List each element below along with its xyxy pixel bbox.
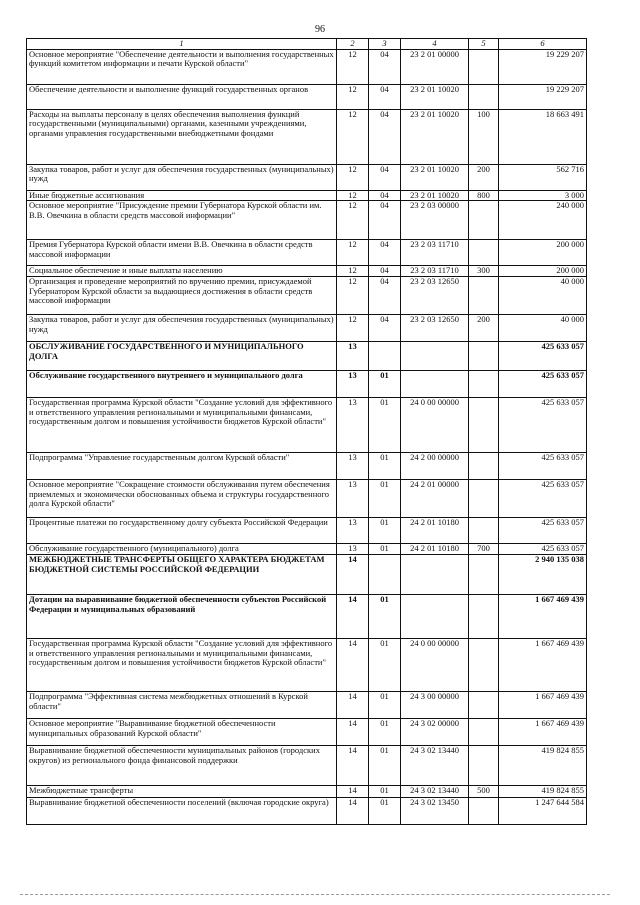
target-article-code: 24 3 02 13450	[401, 798, 469, 825]
amount: 419 824 855	[499, 786, 587, 798]
section-code: 13	[337, 342, 369, 371]
target-article-code: 24 3 00 00000	[401, 692, 469, 719]
amount: 200 000	[499, 266, 587, 277]
amount: 18 663 491	[499, 109, 587, 164]
subsection-code: 04	[369, 84, 401, 109]
amount: 2 940 135 038	[499, 555, 587, 595]
row-name: Основное мероприятие "Обеспечение деятельности и выполнения государственных функций комитетом информации и печати Курской области"	[27, 49, 337, 84]
expense-type-code	[469, 342, 499, 371]
target-article-code: 23 2 03 11710	[401, 240, 469, 266]
section-code: 12	[337, 277, 369, 315]
row-name: Государственная программа Курской области "Создание условий для эффективного и ответственного управления региональными и муниципальными финансами, государственным долгом и повышения устойчивости бюджетов Курской области"	[27, 398, 337, 453]
table-row	[27, 518, 587, 544]
row-name: Обслуживание государственного (муниципального) долга	[27, 544, 337, 555]
expense-type-code	[469, 240, 499, 266]
expense-type-code	[469, 480, 499, 518]
amount: 425 633 057	[499, 544, 587, 555]
target-article-code: 24 0 00 00000	[401, 639, 469, 692]
expense-type-code	[469, 595, 499, 639]
amount: 200 000	[499, 240, 587, 266]
table-row	[27, 692, 587, 719]
expense-type-code	[469, 692, 499, 719]
expense-type-code: 300	[469, 266, 499, 277]
table-row	[27, 398, 587, 453]
section-code: 14	[337, 692, 369, 719]
subsection-code: 04	[369, 315, 401, 342]
table-row	[27, 595, 587, 639]
target-article-code: 24 2 01 10180	[401, 544, 469, 555]
amount: 425 633 057	[499, 398, 587, 453]
row-name: Основное мероприятие "Присуждение премии Губернатора Курской области им. В.В. Овечкина в области средств массовой информации"	[27, 201, 337, 240]
target-article-code: 23 2 01 10020	[401, 84, 469, 109]
row-name: Выравнивание бюджетной обеспеченности поселений (включая городские округа)	[27, 798, 337, 825]
target-article-code: 24 2 00 00000	[401, 453, 469, 480]
amount: 1 247 644 584	[499, 798, 587, 825]
section-code: 13	[337, 398, 369, 453]
amount: 40 000	[499, 315, 587, 342]
subsection-code: 01	[369, 746, 401, 786]
subsection-code: 01	[369, 786, 401, 798]
target-article-code: 23 2 01 10020	[401, 190, 469, 201]
subsection-code: 01	[369, 692, 401, 719]
section-code: 14	[337, 746, 369, 786]
section-code: 14	[337, 555, 369, 595]
table-row	[27, 786, 587, 798]
subsection-code: 01	[369, 798, 401, 825]
target-article-code: 24 2 01 10180	[401, 518, 469, 544]
amount: 240 000	[499, 201, 587, 240]
table-row	[27, 266, 587, 277]
target-article-code: 23 2 03 00000	[401, 201, 469, 240]
target-article-code: 24 3 02 13440	[401, 746, 469, 786]
page-bottom-divider	[20, 894, 610, 895]
expense-type-code	[469, 84, 499, 109]
section-code: 13	[337, 453, 369, 480]
subsection-code: 01	[369, 453, 401, 480]
expense-type-code	[469, 398, 499, 453]
section-code: 12	[337, 266, 369, 277]
table-row	[27, 453, 587, 480]
section-code: 14	[337, 798, 369, 825]
amount: 19 229 207	[499, 84, 587, 109]
row-name: МЕЖБЮДЖЕТНЫЕ ТРАНСФЕРТЫ ОБЩЕГО ХАРАКТЕРА БЮДЖЕТАМ БЮДЖЕТНОЙ СИСТЕМЫ РОССИЙСКОЙ ФЕДЕРАЦИИ	[27, 555, 337, 595]
target-article-code: 24 0 00 00000	[401, 398, 469, 453]
amount: 425 633 057	[499, 342, 587, 371]
section-code: 12	[337, 190, 369, 201]
table-row	[27, 555, 587, 595]
amount: 425 633 057	[499, 518, 587, 544]
expense-type-code: 500	[469, 786, 499, 798]
expense-type-code: 700	[469, 544, 499, 555]
target-article-code: 23 2 01 00000	[401, 49, 469, 84]
subsection-code: 01	[369, 398, 401, 453]
expense-type-code: 800	[469, 190, 499, 201]
expense-type-code	[469, 719, 499, 746]
row-name: ОБСЛУЖИВАНИЕ ГОСУДАРСТВЕННОГО И МУНИЦИПАЛЬНОГО ДОЛГА	[27, 342, 337, 371]
subsection-code: 01	[369, 719, 401, 746]
subsection-code: 04	[369, 277, 401, 315]
table-row	[27, 84, 587, 109]
row-name: Межбюджетные трансферты	[27, 786, 337, 798]
subsection-code	[369, 555, 401, 595]
subsection-code: 01	[369, 518, 401, 544]
subsection-code: 04	[369, 190, 401, 201]
section-code: 12	[337, 201, 369, 240]
table-row	[27, 240, 587, 266]
target-article-code: 23 2 01 10020	[401, 164, 469, 190]
table-row	[27, 190, 587, 201]
table-row	[27, 798, 587, 825]
target-article-code	[401, 595, 469, 639]
table-body	[27, 49, 587, 825]
target-article-code: 23 2 01 10020	[401, 109, 469, 164]
amount: 40 000	[499, 277, 587, 315]
expense-type-code	[469, 555, 499, 595]
amount: 425 633 057	[499, 371, 587, 398]
amount: 1 667 469 439	[499, 595, 587, 639]
budget-table	[26, 38, 587, 825]
section-code: 13	[337, 518, 369, 544]
subsection-code: 01	[369, 639, 401, 692]
subsection-code: 04	[369, 240, 401, 266]
expense-type-code	[469, 49, 499, 84]
table-row	[27, 201, 587, 240]
subsection-code: 01	[369, 480, 401, 518]
page-number: 96	[315, 24, 325, 35]
section-code: 12	[337, 164, 369, 190]
amount: 1 667 469 439	[499, 692, 587, 719]
subsection-code: 04	[369, 266, 401, 277]
section-code: 13	[337, 371, 369, 398]
row-name: Обеспечение деятельности и выполнение функций государственных органов	[27, 84, 337, 109]
amount: 425 633 057	[499, 480, 587, 518]
amount: 1 667 469 439	[499, 639, 587, 692]
expense-type-code	[469, 518, 499, 544]
target-article-code	[401, 342, 469, 371]
row-name: Премия Губернатора Курской области имени В.В. Овечкина в области средств массовой информации	[27, 240, 337, 266]
table-row	[27, 746, 587, 786]
target-article-code: 23 2 03 11710	[401, 266, 469, 277]
amount: 425 633 057	[499, 453, 587, 480]
table-row	[27, 164, 587, 190]
table-row	[27, 544, 587, 555]
row-name: Расходы на выплаты персоналу в целях обеспечения выполнения функций государственными (муниципальными) органами, казенными учреждениями, органами управления государственными внебюджетными фондами	[27, 109, 337, 164]
column-header: 2	[337, 39, 369, 50]
expense-type-code	[469, 453, 499, 480]
expense-type-code	[469, 277, 499, 315]
column-header: 5	[469, 39, 499, 50]
amount: 19 229 207	[499, 49, 587, 84]
row-name: Основное мероприятие "Выравнивание бюджетной обеспеченности муниципальных образований Курской области"	[27, 719, 337, 746]
amount: 419 824 855	[499, 746, 587, 786]
table-row	[27, 109, 587, 164]
subsection-code: 04	[369, 201, 401, 240]
amount: 562 716	[499, 164, 587, 190]
expense-type-code	[469, 639, 499, 692]
target-article-code: 24 3 02 00000	[401, 719, 469, 746]
target-article-code: 23 2 03 12650	[401, 277, 469, 315]
section-code: 13	[337, 544, 369, 555]
row-name: Закупка товаров, работ и услуг для обеспечения государственных (муниципальных) нужд	[27, 315, 337, 342]
subsection-code: 01	[369, 544, 401, 555]
expense-type-code: 200	[469, 315, 499, 342]
row-name: Дотации на выравнивание бюджетной обеспеченности субъектов Российской Федерации и муниципальных образований	[27, 595, 337, 639]
section-code: 12	[337, 109, 369, 164]
section-code: 12	[337, 49, 369, 84]
row-name: Подпрограмма "Эффективная система межбюджетных отношений в Курской области"	[27, 692, 337, 719]
target-article-code: 24 2 01 00000	[401, 480, 469, 518]
expense-type-code	[469, 201, 499, 240]
column-header: 1	[27, 39, 337, 50]
column-header: 6	[499, 39, 587, 50]
table-row	[27, 49, 587, 84]
table-row	[27, 277, 587, 315]
target-article-code	[401, 371, 469, 398]
table-row	[27, 371, 587, 398]
section-code: 14	[337, 719, 369, 746]
row-name: Основное мероприятие "Сокращение стоимости обслуживания путем обеспечения приемлемых и экономически обоснованных объема и структуры государственного долга Курской области"	[27, 480, 337, 518]
row-name: Социальное обеспечение и иные выплаты населению	[27, 266, 337, 277]
expense-type-code	[469, 746, 499, 786]
row-name: Процентные платежи по государственному долгу субъекта Российской Федерации	[27, 518, 337, 544]
table-row	[27, 480, 587, 518]
column-header: 3	[369, 39, 401, 50]
section-code: 14	[337, 595, 369, 639]
section-code: 12	[337, 240, 369, 266]
column-header: 4	[401, 39, 469, 50]
table-row	[27, 315, 587, 342]
section-code: 13	[337, 480, 369, 518]
row-name: Подпрограмма "Управление государственным долгом Курской области"	[27, 453, 337, 480]
target-article-code: 24 3 02 13440	[401, 786, 469, 798]
row-name: Иные бюджетные ассигнования	[27, 190, 337, 201]
expense-type-code: 200	[469, 164, 499, 190]
row-name: Обслуживание государственного внутреннего и муниципального долга	[27, 371, 337, 398]
table-row	[27, 639, 587, 692]
section-code: 12	[337, 315, 369, 342]
subsection-code: 04	[369, 109, 401, 164]
expense-type-code: 100	[469, 109, 499, 164]
subsection-code: 01	[369, 371, 401, 398]
row-name: Выравнивание бюджетной обеспеченности муниципальных районов (городских округов) из регионального фонда финансовой поддержки	[27, 746, 337, 786]
subsection-code	[369, 342, 401, 371]
table-row	[27, 342, 587, 371]
row-name: Государственная программа Курской области "Создание условий для эффективного и ответственного управления региональными и муниципальными финансами, государственным долгом и повышения устойчивости бюджетов Курской области"	[27, 639, 337, 692]
subsection-code: 04	[369, 164, 401, 190]
subsection-code: 04	[369, 49, 401, 84]
table-row	[27, 719, 587, 746]
target-article-code: 23 2 03 12650	[401, 315, 469, 342]
expense-type-code	[469, 371, 499, 398]
amount: 3 000	[499, 190, 587, 201]
target-article-code	[401, 555, 469, 595]
section-code: 12	[337, 84, 369, 109]
section-code: 14	[337, 786, 369, 798]
row-name: Организация и проведение мероприятий по вручению премии, присуждаемой Губернатором Курской области за выдающиеся достижения в области средств массовой информации	[27, 277, 337, 315]
subsection-code: 01	[369, 595, 401, 639]
expense-type-code	[469, 798, 499, 825]
section-code: 14	[337, 639, 369, 692]
header-row	[27, 39, 587, 50]
row-name: Закупка товаров, работ и услуг для обеспечения государственных (муниципальных) нужд	[27, 164, 337, 190]
amount: 1 667 469 439	[499, 719, 587, 746]
